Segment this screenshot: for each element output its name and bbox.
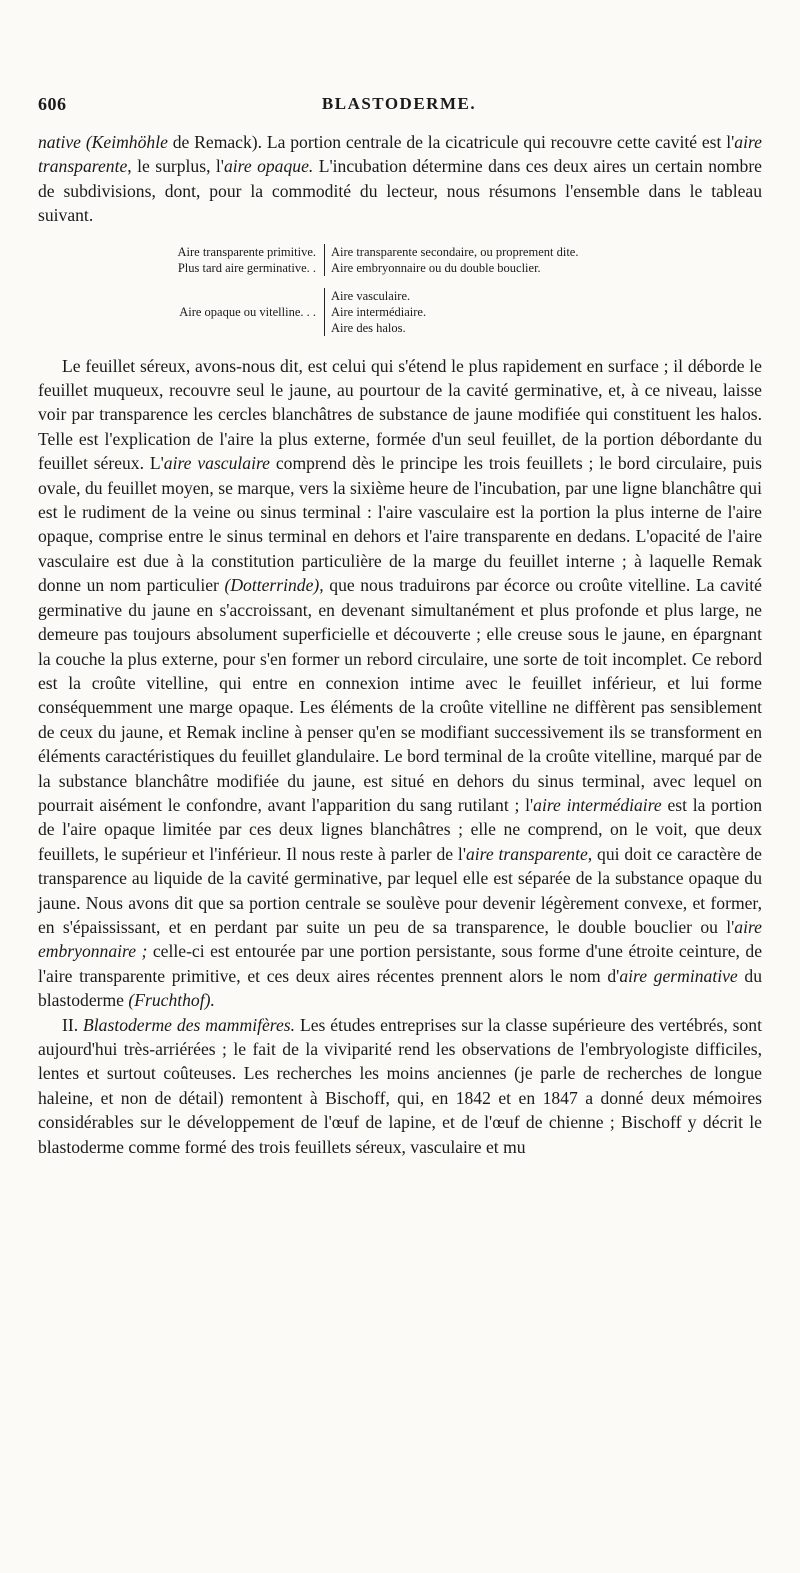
paragraph-mammiferes [38, 1013, 762, 1159]
text-run: est la portion de l'aire opaque limitée par ces deux lignes blanchâtres ; elle ne comprend, on le voit, que deux feuillets, le supérieur et l'inférieur. Il nous reste à parler de l' [38, 794, 762, 864]
italic-term: aire opaque. [223, 156, 314, 177]
table-cell: Aire transparente secondaire, ou proprement dite. [331, 244, 579, 259]
italic-term: aire intermédiaire [533, 794, 662, 815]
section-number: II. [62, 1014, 84, 1035]
table-cell: Aire transparente primitive. [177, 244, 316, 259]
italic-term: aire transparente, [466, 843, 593, 864]
text-run: celle-ci est entourée par une portion persistante, sous forme d'une étroite ceinture, de l'aire transparente primitive, et ces deux aires récentes prennent alors le nom d' [38, 941, 762, 986]
table-cell: Aire embryonnaire ou du double bouclier. [331, 260, 541, 275]
text-run: L'incubation détermine dans ces deux aires un certain nombre de subdivisions, dont, pour la commodité du lecteur, nous résumons l'ensemble dans le tableau suivant. [38, 156, 762, 226]
paragraph-continuation [38, 130, 762, 228]
italic-term: aire transparente [38, 132, 762, 177]
text-run: qui doit ce caractère de transparence au liquide de la cavité germinative, par lequel elle est séparée de la substance opaque du jaune. Nous avons dit que sa portion centrale se soulève pour devenir légèrement convexe, et former, en s'épaississant, et en perdant par suite un peu de sa transparence, le double bouclier ou l' [38, 843, 762, 937]
italic-term: (Fruchthof). [128, 990, 215, 1011]
italic-term: aire embryonnaire ; [38, 916, 762, 962]
table-cell: Aire vasculaire. [331, 288, 411, 303]
table-right-column [324, 244, 578, 276]
running-title: BLASTODERME. [321, 94, 477, 113]
table-cell: Aire opaque ou vitelline. . . [179, 304, 316, 319]
table-left-column [38, 288, 324, 336]
italic-text: native [38, 132, 86, 152]
summary-table-group-2 [38, 288, 762, 336]
table-cell: Aire des halos. [331, 320, 406, 335]
text-run: comprend dès le principe les trois feuillets ; le bord circulaire, puis ovale, du feuillet moyen, se marque, vers la sixième heure de l'incubation, par une ligne blanchâtre qui est le rudiment de la veine ou sinus terminal : l'aire vasculaire est la portion la plus interne de l'aire opaque, comprise entre le sinus terminal en dehors et l'aire transparente en dedans. L'opacité de l'aire vasculaire est due à la constitution particulière de la marge du feuillet interne ; à laquelle Remak donne un nom particulier [38, 453, 762, 596]
table-cell: Plus tard aire germinative. . [177, 260, 316, 275]
summary-table-group-1 [38, 244, 762, 276]
table-cell: Aire intermédiaire. [331, 304, 427, 319]
table-right-column [324, 288, 426, 336]
paragraph-feuillet-sereux [38, 354, 762, 1013]
table-left-column [38, 244, 324, 276]
section-title: Blastoderme des mammifères. [83, 1014, 296, 1035]
italic-term: aire germinative [619, 965, 738, 986]
page-number: 606 [38, 94, 67, 114]
text-run: du blastoderme [38, 965, 762, 1011]
text-run: de Remack). La portion centrale de la cicatricule qui recouvre cette cavité est l' [167, 132, 735, 152]
text-run: , le surplus, l' [127, 156, 224, 177]
italic-term: (Keimhöhle [85, 132, 168, 152]
page-body [38, 130, 762, 1159]
text-run: Les études entreprises sur la classe supérieure des vertébrés, sont aujourd'hui très-arriérées ; le fait de la viviparité rend les observations de l'embryologiste difficiles, lentes et surtout coûteuses. Les recherches les moins anciennes (je parle de recherches de longue haleine, et non de détail) remontent à Bischoff, qui, en 1842 et en 1847 a donné deux mémoires considérables sur le développement de l'œuf de lapine, et de l'œuf de chienne ; Bischoff y décrit le blastoderme comme formé des trois feuillets séreux, vasculaire et mu [38, 1014, 762, 1157]
text-run: que nous traduirons par écorce ou croûte vitelline. La cavité germinative du jaune en s'accroissant, en devenant simultanément et plus profonde et plus large, ne demeure pas toujours absolument superficielle et découverte ; elle creuse sous le jaune, en épargnant la couche la plus externe, pour s'en former un rebord circulaire, une sorte de toit incomplet. Ce rebord est la croûte vitelline, qui entre en connexion intime avec le feuillet inférieur, et lui forme conséquemment une marge opaque. Les éléments de la croûte vitelline ne diffèrent pas sensiblement de ceux du jaune, et Remak incline à penser qu'en se modifiant successivement ils se transforment en éléments caractéristiques du feuillet glandulaire. Le bord terminal de la croûte vitelline, marqué par de la substance blanchâtre modifiée du jaune, est situé en dehors du sinus terminal, avec lequel on pourrait aisément le confondre, avant l'apparition du sang rutilant ; l' [38, 575, 762, 815]
italic-term: aire vasculaire [163, 453, 270, 474]
page-header [38, 94, 760, 120]
italic-term: (Dotterrinde), [224, 575, 324, 596]
text-run: Le feuillet séreux, avons-nous dit, est celui qui s'étend le plus rapidement en surface ; il déborde le feuillet muqueux, recouvre seul le jaune, au pourtour de la cavité germinative, et, à ce niveau, laisse voir par transparence les cercles blanchâtres de substance de jaune modifiée qui constituent les halos. Telle est l'explication de l'aire la plus externe, formée d'un seul feuillet, de la portion débordante du feuillet séreux. L' [38, 355, 762, 474]
